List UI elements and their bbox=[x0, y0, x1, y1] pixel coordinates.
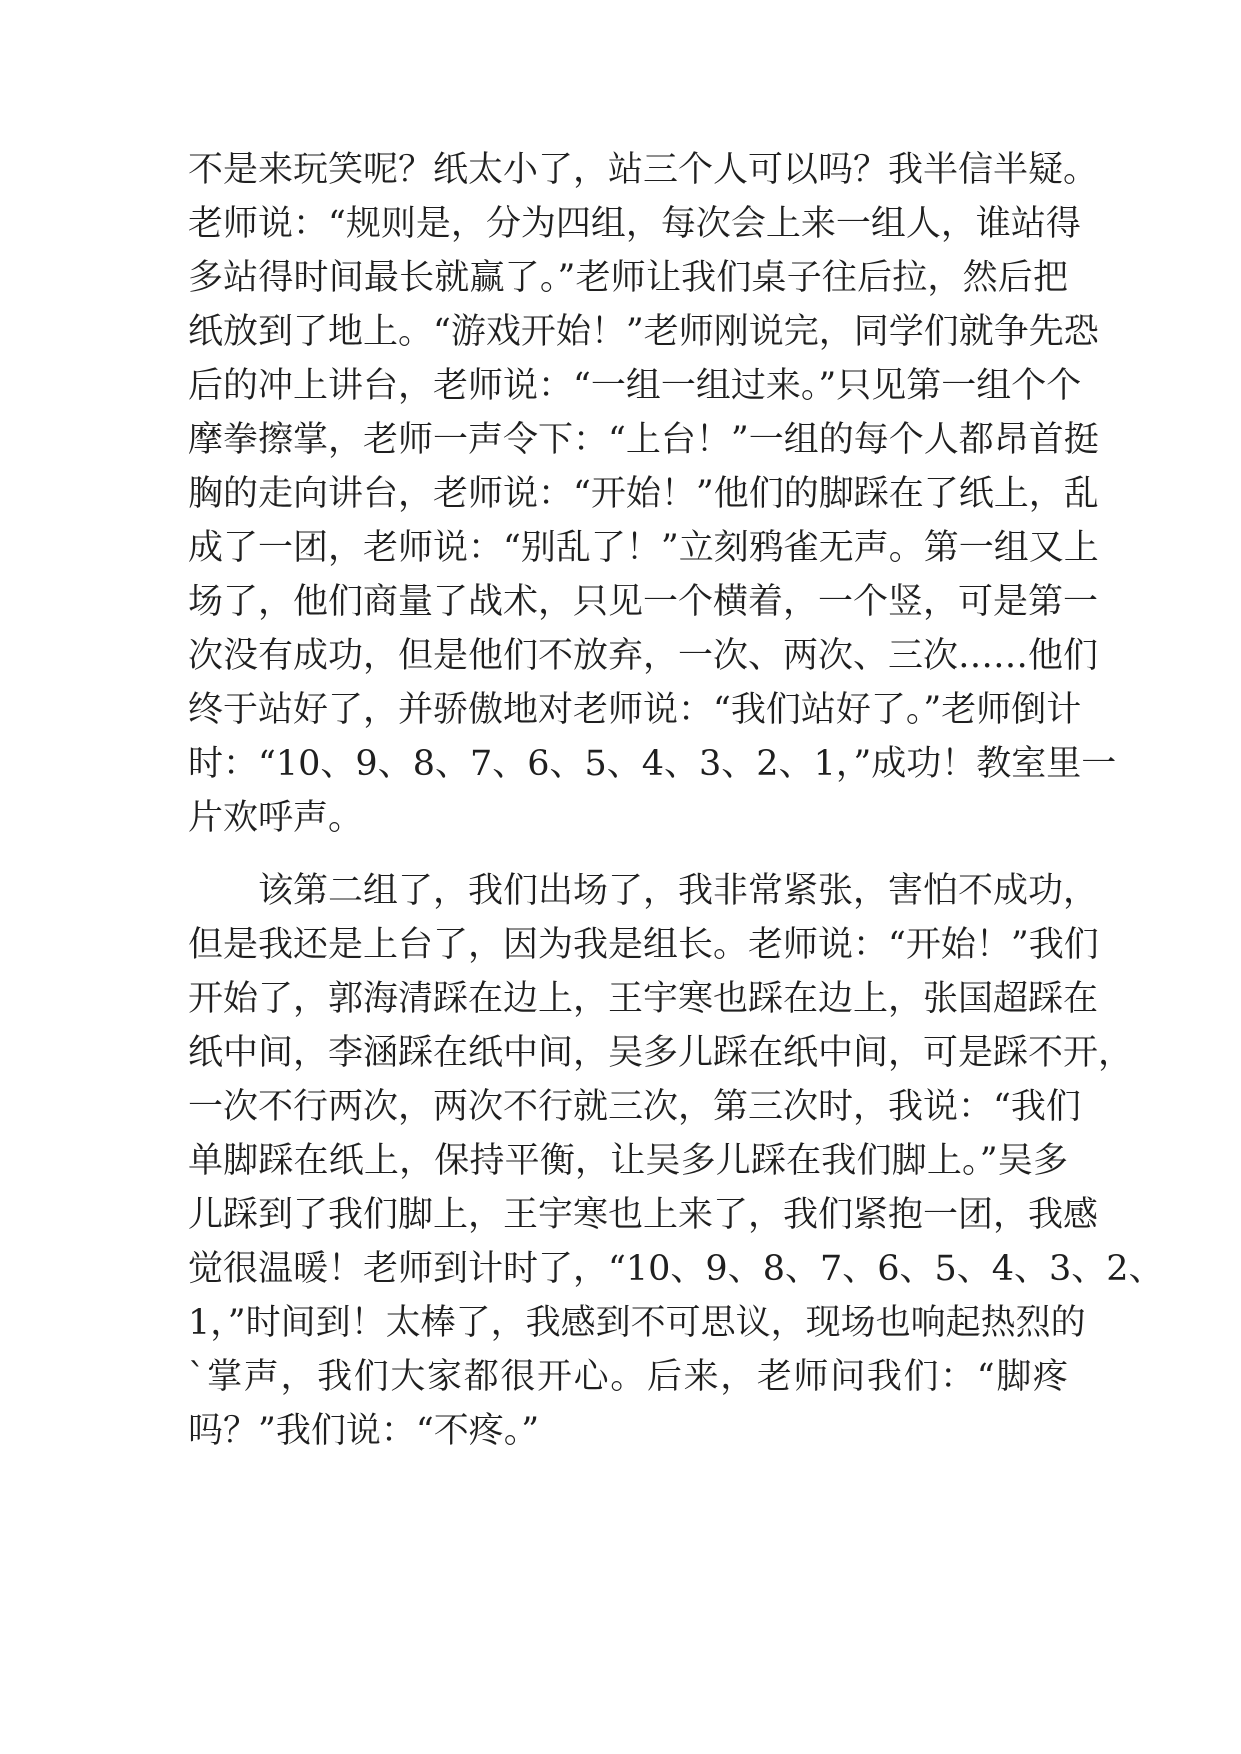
paragraph-1-line-4: 纸放到了地上。“游戏开始！”老师刚说完，同学们就争先恐 bbox=[188, 312, 1099, 352]
paragraph-1-line-13: 片欢呼声。 bbox=[188, 798, 364, 838]
paragraph-2-line-7: 儿踩到了我们脚上，王宇寒也上来了，我们紧抱一团，我感 bbox=[188, 1195, 1099, 1235]
paragraph-2-line-2: 但是我还是上台了，因为我是组长。老师说：“开始！”我们 bbox=[188, 925, 1099, 965]
paragraph-2-line-3: 开始了，郭海清踩在边上，王宇寒也踩在边上，张国超踩在 bbox=[188, 979, 1099, 1019]
paragraph-2-line-11: 吗？”我们说：“不疼。” bbox=[188, 1411, 540, 1451]
paragraph-2-line-10: `掌声，我们大家都很开心。后来，老师问我们：“脚疼 bbox=[188, 1357, 1068, 1397]
paragraph-1-line-12: 时：“10、9、8、7、6、5、4、3、2、1，”成功！教室里一 bbox=[188, 744, 1117, 784]
paragraph-1-line-7: 胸的走向讲台，老师说：“开始！”他们的脚踩在了纸上，乱 bbox=[188, 474, 1099, 514]
paragraph-1-line-8: 成了一团，老师说：“别乱了！”立刻鸦雀无声。第一组又上 bbox=[188, 528, 1099, 568]
paragraph-2-line-4: 纸中间，李涵踩在纸中间，吴多儿踩在纸中间，可是踩不开， bbox=[188, 1033, 1134, 1073]
paragraph-2-line-5: 一次不行两次，两次不行就三次，第三次时，我说：“我们 bbox=[188, 1087, 1081, 1127]
paragraph-1-line-1: 不是来玩笑呢？纸太小了，站三个人可以吗？我半信半疑。 bbox=[188, 150, 1099, 190]
paragraph-1-line-3: 多站得时间最长就赢了。”老师让我们桌子往后拉，然后把 bbox=[188, 258, 1068, 298]
paragraph-1-line-11: 终于站好了，并骄傲地对老师说：“我们站好了。”老师倒计 bbox=[188, 690, 1082, 730]
paragraph-2-line-1: 该第二组了，我们出场了，我非常紧张，害怕不成功， bbox=[258, 871, 1099, 911]
paragraph-1-line-9: 场了，他们商量了战术，只见一个横着，一个竖，可是第一 bbox=[188, 582, 1099, 622]
paragraph-1-line-2: 老师说：“规则是，分为四组，每次会上来一组人，谁站得 bbox=[188, 204, 1081, 244]
paragraph-2-line-9: 1，”时间到！太棒了，我感到不可思议，现场也响起热烈的 bbox=[188, 1303, 1086, 1343]
paragraph-2-line-8: 觉很温暖！老师到计时了，“10、9、8、7、6、5、4、3、2、 bbox=[188, 1249, 1164, 1289]
paragraph-1-line-5: 后的冲上讲台，老师说：“一组一组过来。”只见第一组个个 bbox=[188, 366, 1082, 406]
paragraph-2-line-6: 单脚踩在纸上，保持平衡，让吴多儿踩在我们脚上。”吴多 bbox=[188, 1141, 1068, 1181]
paragraph-1-line-6: 摩拳擦掌，老师一声令下：“上台！”一组的每个人都昂首挺 bbox=[188, 420, 1099, 460]
paragraph-1-line-10: 次没有成功，但是他们不放弃，一次、两次、三次……他们 bbox=[188, 636, 1099, 676]
